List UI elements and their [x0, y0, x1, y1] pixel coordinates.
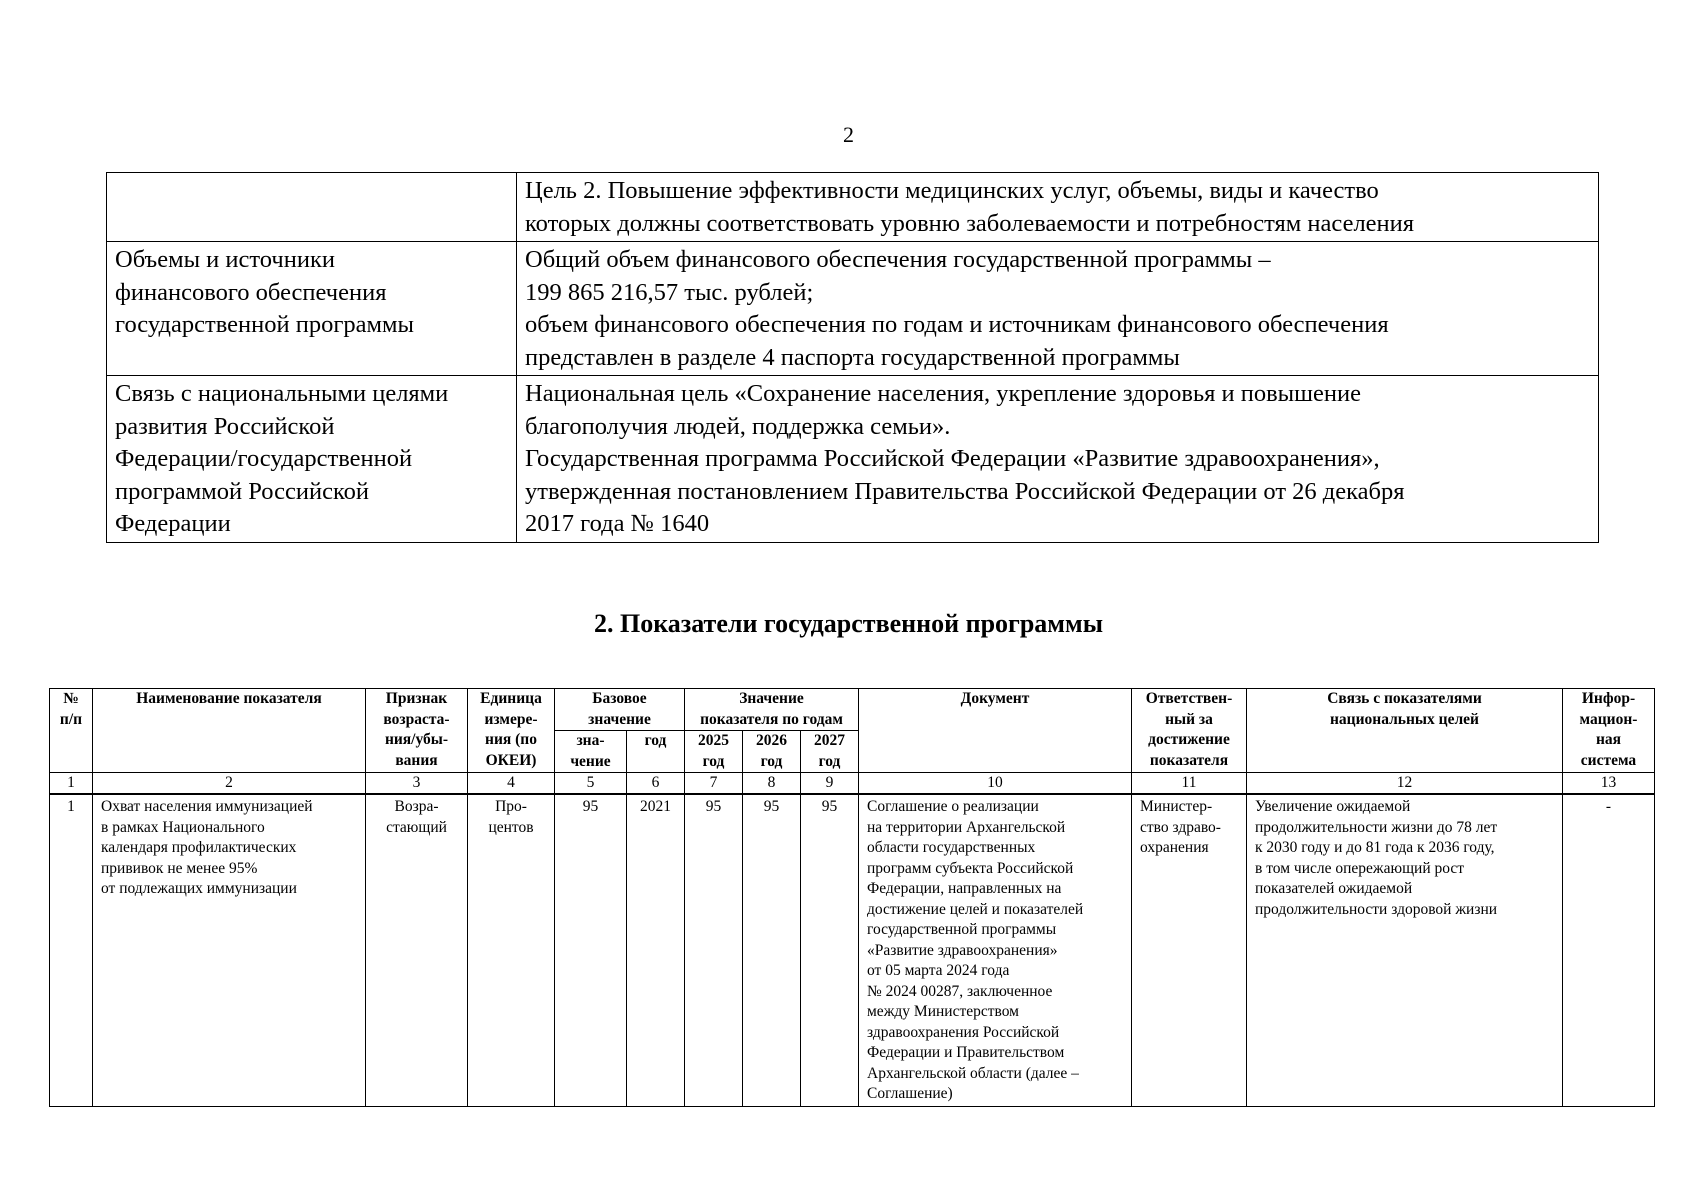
column-number: 6 — [627, 773, 685, 795]
text-line: Государственная программа Российской Федерации «Развитие здравоохранения», — [525, 445, 1380, 472]
passport-value — [517, 376, 1599, 543]
passport-table — [106, 172, 1599, 543]
cell-base-year: 2021 — [627, 794, 685, 1106]
text-line: здравоохранения Российской — [867, 1023, 1060, 1041]
passport-label — [107, 242, 517, 376]
text-line: утвержденная постановлением Правительства Российской Федерации от 26 декабря — [525, 477, 1405, 505]
passport-row — [107, 242, 1599, 376]
column-number: 8 — [743, 773, 801, 795]
text-line: между Министерством — [867, 1003, 1019, 1020]
text-line: Документ — [960, 690, 1030, 707]
indicators-table — [49, 688, 1655, 1107]
text-line: от 05 марта 2024 года — [867, 962, 1010, 979]
passport-row — [107, 173, 1599, 242]
text-line: система — [1580, 751, 1637, 769]
text-line: центов — [488, 818, 534, 836]
text-line: Про- — [495, 798, 527, 815]
cell-responsible — [1132, 794, 1247, 1106]
passport-value — [517, 173, 1599, 242]
text-line: № 2024 00287, заключенное — [867, 982, 1053, 1000]
text-line: государственной программы — [115, 311, 414, 338]
text-line: программой Российской — [115, 477, 370, 505]
header-num — [50, 689, 93, 773]
text-line: ния (по — [485, 731, 537, 748]
text-line: достижение целей и показателей — [867, 900, 1084, 918]
header-responsible — [1132, 689, 1247, 773]
header-trend — [366, 689, 468, 773]
text-line: ОКЕИ) — [485, 751, 537, 769]
passport-row — [107, 376, 1599, 543]
header-row-1 — [50, 689, 1655, 731]
text-line: ство здраво- — [1140, 818, 1221, 836]
cell-name — [93, 794, 366, 1106]
text-line: Объемы и источники — [115, 246, 335, 273]
text-line: год — [644, 732, 667, 749]
column-number-row — [50, 773, 1655, 795]
text-line: национальных целей — [1330, 710, 1479, 728]
text-line: достижение — [1148, 731, 1230, 748]
text-line: ный за — [1165, 710, 1213, 728]
text-line: прививок не менее 95% — [101, 859, 258, 877]
cell-num: 1 — [50, 794, 93, 1106]
text-line: вания — [395, 751, 438, 769]
cell-info: - — [1563, 794, 1655, 1106]
passport-label — [107, 376, 517, 543]
text-line: Федерации, направленных на — [867, 880, 1062, 897]
header-info — [1563, 689, 1655, 773]
text-line: Инфор- — [1581, 690, 1636, 707]
text-line: чение — [570, 752, 611, 770]
text-line: Соглашение о реализации — [867, 798, 1039, 815]
text-line: продолжительности здоровой жизни — [1255, 900, 1498, 918]
header-year-2026: 2026 год — [743, 731, 801, 773]
cell-v2026: 95 — [743, 794, 801, 1106]
text-line: Охват населения иммунизацией — [101, 798, 313, 815]
text-line: объем финансового обеспечения по годам и источникам финансового обеспечения — [525, 311, 1389, 338]
text-line: Национальная цель «Сохранение населения, укрепление здоровья и повышение — [525, 380, 1361, 407]
column-number: 1 — [50, 773, 93, 795]
text-line: к 2030 году и до 81 года к 2036 году, — [1255, 839, 1495, 856]
text-line: измере- — [484, 710, 538, 728]
text-line: календаря профилактических — [101, 839, 297, 856]
text-line: Увеличение ожидаемой — [1255, 798, 1411, 815]
column-number: 5 — [555, 773, 627, 795]
text-line: государственной программы — [867, 921, 1057, 938]
text-line: «Развитие здравоохранения» — [867, 941, 1058, 959]
text-line: 2017 года № 1640 — [525, 510, 710, 537]
text-line: Федерации и Правительством — [867, 1044, 1065, 1061]
text-line: возраста- — [383, 710, 450, 728]
text-line: мацион- — [1579, 710, 1638, 728]
text-line: в том числе опережающий рост — [1255, 859, 1465, 877]
section-title: 2. Показатели государственной программы — [593, 609, 1104, 638]
text-line: 199 865 216,57 тыс. рублей; — [525, 278, 814, 306]
text-line: продолжительности жизни до 78 лет — [1255, 818, 1498, 836]
text-line: представлен в разделе 4 паспорта государственной программы — [525, 343, 1180, 371]
header-year-2027: 2027 год — [801, 731, 859, 773]
text-line: Признак — [385, 690, 448, 707]
header-link — [1247, 689, 1563, 773]
header-base — [555, 689, 685, 731]
text-line: Единица — [480, 690, 542, 707]
text-line: Возра- — [394, 798, 439, 815]
text-line: которых должны соответствовать уровню заболеваемости и потребностям населения — [525, 209, 1415, 237]
column-number: 11 — [1132, 773, 1247, 795]
text-line: п/п — [59, 710, 83, 728]
column-number: 7 — [685, 773, 743, 795]
cell-v2027: 95 — [801, 794, 859, 1106]
cell-unit — [468, 794, 555, 1106]
cell-base-value: 95 — [555, 794, 627, 1106]
text-line: Базовое — [592, 690, 647, 707]
text-line: Соглашение) — [867, 1085, 953, 1102]
text-line: Значение — [739, 690, 804, 707]
text-line: Федерации/государственной — [115, 445, 413, 472]
text-line: ная — [1595, 731, 1622, 748]
header-unit — [468, 689, 555, 773]
cell-link — [1247, 794, 1563, 1106]
text-line: Связь с показателями — [1327, 690, 1482, 707]
text-line: показателя по годам — [700, 710, 843, 728]
column-number: 9 — [801, 773, 859, 795]
text-line: ния/убы- — [384, 731, 449, 748]
cell-document — [859, 794, 1132, 1106]
text-line: благополучия людей, поддержка семьи». — [525, 412, 951, 440]
text-line: № — [63, 690, 79, 707]
text-line: Общий объем финансового обеспечения государственной программы – — [525, 246, 1271, 273]
column-number: 3 — [366, 773, 468, 795]
text-line: Цель 2. Повышение эффективности медицинских услуг, объемы, виды и качество — [525, 177, 1379, 204]
text-line: Министер- — [1140, 798, 1213, 815]
header-year-2025: 2025 год — [685, 731, 743, 773]
text-line: в рамках Национального — [101, 818, 265, 836]
text-line: Архангельской области (далее – — [867, 1064, 1079, 1082]
header-base-value — [555, 731, 627, 773]
text-line: показателя — [1149, 751, 1229, 769]
text-line: Федерации — [115, 510, 231, 537]
text-line: значение — [588, 710, 651, 728]
text-line: Наименование показателя — [136, 690, 322, 707]
text-line: зна- — [576, 732, 605, 749]
column-number: 4 — [468, 773, 555, 795]
column-number: 2 — [93, 773, 366, 795]
header-values — [685, 689, 859, 731]
header-document — [859, 689, 1132, 773]
text-line: от подлежащих иммунизации — [101, 880, 297, 897]
text-line: Ответствен- — [1145, 690, 1233, 707]
header-name — [93, 689, 366, 773]
column-number: 10 — [859, 773, 1132, 795]
text-line: охранения — [1140, 839, 1209, 856]
page-number: 2 — [843, 122, 854, 147]
cell-trend — [366, 794, 468, 1106]
column-number: 12 — [1247, 773, 1563, 795]
column-number: 13 — [1563, 773, 1655, 795]
table-row — [50, 794, 1655, 1106]
passport-value — [517, 242, 1599, 376]
text-line: стающий — [386, 818, 447, 836]
text-line: области государственных — [867, 839, 1036, 856]
text-line: развития Российской — [115, 412, 335, 440]
text-line: программ субъекта Российской — [867, 859, 1074, 877]
cell-v2025: 95 — [685, 794, 743, 1106]
text-line: Связь с национальными целями — [115, 380, 449, 407]
text-line: на территории Архангельской — [867, 818, 1066, 836]
header-base-year — [627, 731, 685, 773]
text-line: показателей ожидаемой — [1255, 880, 1413, 897]
text-line: финансового обеспечения — [115, 278, 387, 306]
passport-label — [107, 173, 517, 242]
